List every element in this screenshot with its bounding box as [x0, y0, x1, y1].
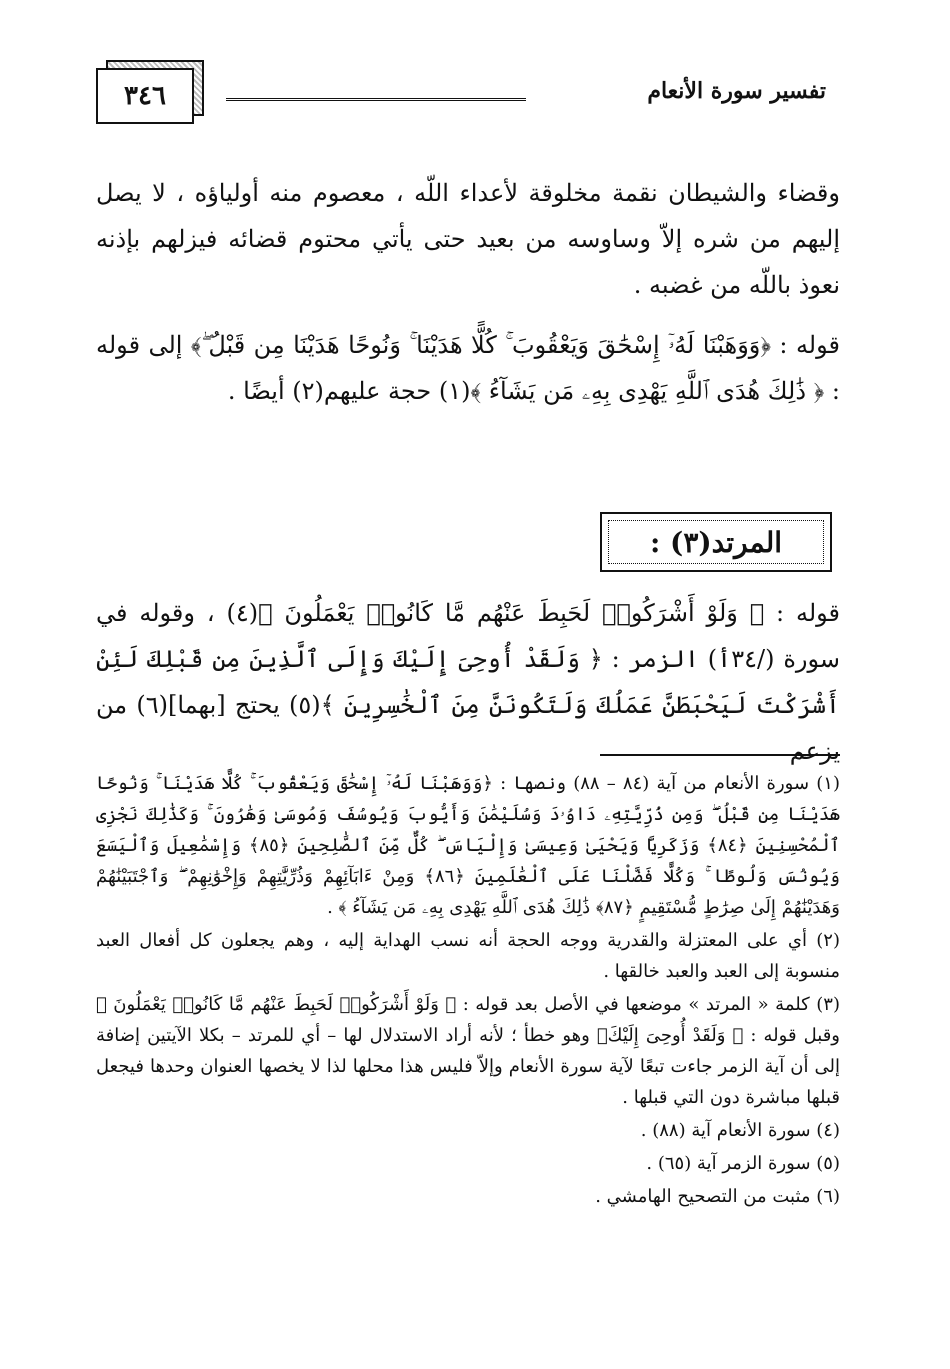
footnote-text: مثبت من التصحيح الهامشي .	[595, 1186, 811, 1207]
footnote-number: (٦)	[816, 1186, 840, 1207]
header-rule	[226, 98, 526, 101]
page-number-box	[96, 68, 194, 124]
paragraph-3: قوله : ﴿ وَلَوْ أَشْرَكُوا۟ لَحَبِطَ عَنْهُم مَّا كَانُوا۟ يَعْمَلُونَ ﴾(٤) ، وقوله في سورة (/٣٤أ) الزمر : ﴿ وَلَقَدْ أُوحِىَ إِلَيْكَ وَإِلَى ٱلَّذِينَ مِن قَبْلِكَ لَئِنْ أَشْرَكْتَ لَيَحْبَطَنَّ عَمَلُكَ وَلَتَكُونَنَّ مِنَ ٱلْخَٰسِرِينَ ﴾(٥) يحتج [بهما](٦) من يزعم	[96, 599, 840, 765]
footnote	[96, 1148, 840, 1179]
footnote-text: سورة الزمر آية (٦٥) .	[646, 1153, 811, 1174]
main-text	[96, 170, 840, 428]
footnote-number: (٤)	[816, 1120, 840, 1141]
paragraph-2: قوله : ﴿وَوَهَبْنَا لَهُۥٓ إِسْحَٰقَ وَيَعْقُوبَ ۚ كُلًّا هَدَيْنَا ۚ وَنُوحًا هَدَيْنَا مِن قَبْلُ ۖ﴾ إلى قوله : ﴿ ذَٰلِكَ هُدَى ٱللَّهِ يَهْدِى بِهِۦ مَن يَشَآءُ ﴾(١) حجة عليهم(٢) أيضًا .	[96, 331, 840, 405]
page-header	[96, 68, 826, 130]
footnote	[96, 925, 840, 987]
paragraph-1: وقضاء والشيطان نقمة مخلوقة لأعداء اللّه ، معصوم منه أولياؤه ، لا يصل إليهم من شره إلاّ وساوسه من بعيد حتى يأتي محتوم قضائه فيزلهم بإذنه نعوذ باللّه من غضبه .	[96, 179, 840, 299]
footnote	[96, 1115, 840, 1146]
footnote-text: سورة الأنعام من آية (٨٤ – ٨٨) ونصها : ﴿وَوَهَبْنَا لَهُۥٓ إِسْحَٰقَ وَيَعْقُوبَ ۚ كُلًّا هَدَيْنَا ۚ وَنُوحًا هَدَيْنَا مِن قَبْلُ ۖ وَمِن ذُرِّيَّتِهِۦ دَاوُۥدَ وَسُلَيْمَٰنَ وَأَيُّوبَ وَيُوسُفَ وَمُوسَىٰ وَهَٰرُونَ ۚ وَكَذَٰلِكَ نَجْزِى ٱلْمُحْسِنِينَ ﴿٨٤﴾ وَزَكَرِيَّا وَيَحْيَىٰ وَعِيسَىٰ وَإِلْيَاسَ ۖ كُلٌّ مِّنَ ٱلصَّٰلِحِينَ ﴿٨٥﴾ وَإِسْمَٰعِيلَ وَٱلْيَسَعَ وَيُونُسَ وَلُوطًا ۚ وَكُلًّا فَضَّلْنَا عَلَى ٱلْعَٰلَمِينَ ﴿٨٦﴾ وَمِنْ ءَابَآئِهِمْ وَذُرِّيَّٰتِهِمْ وَإِخْوَٰنِهِمْ ۖ وَٱجْتَبَيْنَٰهُمْ وَهَدَيْنَٰهُمْ إِلَىٰ صِرَٰطٍ مُّسْتَقِيمٍ ﴿٨٧﴾ ذَٰلِكَ هُدَى ٱللَّهِ يَهْدِى بِهِۦ مَن يَشَآءُ ﴾ .	[96, 773, 840, 918]
page-number: ٣٤٦	[124, 81, 166, 111]
footnote-number: (٢)	[816, 930, 840, 951]
running-title: تفسير سورة الأنعام	[647, 78, 826, 104]
section-heading-box	[600, 512, 832, 572]
footnote-separator	[600, 754, 840, 756]
footnote-text: سورة الأنعام آية (٨٨) .	[640, 1120, 811, 1141]
footnote-text: أي على المعتزلة والقدرية ووجه الحجة أنه نسب الهداية إليه ، وهم يجعلون كل أفعال العبد منسوبة إلى العبد والعبد خالقها .	[96, 930, 840, 982]
footnote-number: (١)	[816, 773, 840, 794]
footnotes	[96, 768, 840, 1214]
footnote	[96, 1181, 840, 1212]
footnote-number: (٥)	[816, 1153, 840, 1174]
footnote	[96, 989, 840, 1113]
main-text-continued	[96, 590, 840, 774]
footnote	[96, 768, 840, 923]
footnote-text: كلمة « المرتد » موضعها في الأصل بعد قوله : ﴿ وَلَوْ أَشْرَكُوا۟ لَحَبِطَ عَنْهُم مَّا كَانُوا۟ يَعْمَلُونَ ﴾ وقبل قوله : ﴿ وَلَقَدْ أُوحِىَ إِلَيْكَ﴾ وهو خطأ ؛ لأنه أراد الاستدلال لها – أي للمرتد – بكلا الآيتين إضافة إلى أن آية الزمر جاءت تبعًا لآية سورة الأنعام وإلاّ فليس هذا محلها لذا لا يخصها العنوان وحدها فيجعل قبلها مباشرة دون التي قبلها .	[96, 994, 840, 1108]
footnote-number: (٣)	[816, 994, 840, 1015]
section-title: المرتد(٣) :	[649, 525, 783, 559]
